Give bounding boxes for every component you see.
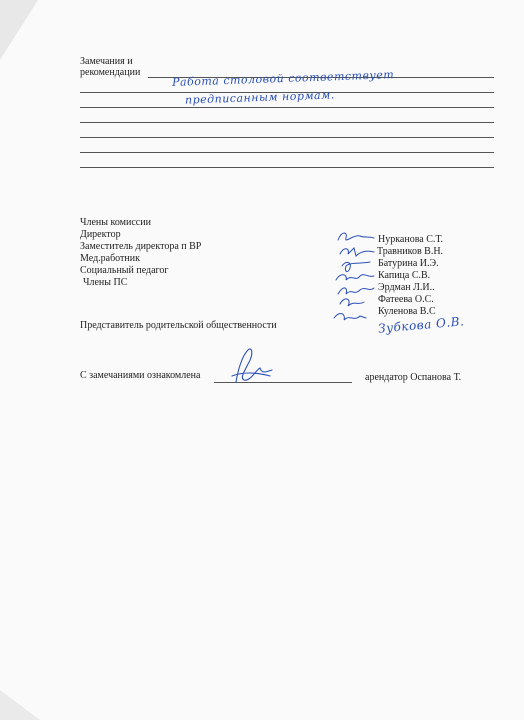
handwritten-remark-line1: Работа столовой соответствует <box>171 68 395 89</box>
remarks-line <box>80 137 494 138</box>
tenant-name: арендатор Оспанова Т. <box>365 372 462 383</box>
scan-corner-shadow <box>0 690 40 720</box>
signature-mark <box>342 262 370 272</box>
handwritten-remark-line2: предписанным нормам. <box>184 88 335 107</box>
remarks-line <box>80 122 494 123</box>
member-name: Батурина И.Э. <box>378 258 439 269</box>
parents-handwritten-name: Зубкова О.В. <box>377 314 465 336</box>
member-name: Нурканова С.Т. <box>378 234 444 245</box>
signature-mark <box>340 248 374 256</box>
member-name: Куленова В.С <box>378 306 436 317</box>
signature-mark <box>236 349 272 382</box>
role-director: Директор <box>80 229 121 240</box>
remarks-label-line2: рекомендации <box>80 67 141 78</box>
member-name: Эрдман Л.И.. <box>378 282 435 293</box>
signature-mark <box>338 288 374 294</box>
role-ps-members: Члены ПС <box>83 277 128 288</box>
role-social-pedagogue: Социальный педагог <box>80 265 169 276</box>
signature-mark <box>340 299 364 306</box>
commission-heading: Члены комиссии <box>80 217 151 228</box>
parents-representative-label: Представитель родительской общественности <box>80 320 277 331</box>
commission-signatures <box>330 226 378 326</box>
signature-mark <box>338 233 374 240</box>
member-name: Фатеева О.С. <box>378 294 434 305</box>
remarks-line <box>80 152 494 153</box>
scan-corner-shadow <box>0 0 38 60</box>
member-name: Травников В.Н. <box>377 246 444 257</box>
member-name: Капица С.В. <box>378 270 431 281</box>
remarks-label-line1: Замечания и <box>80 56 133 67</box>
remarks-line <box>80 107 494 108</box>
signature-mark <box>336 275 374 280</box>
role-deputy-director: Заместитель директора п ВР <box>80 241 202 252</box>
acknowledgement-label: С замечаниями ознакомлена <box>80 370 201 381</box>
remarks-line <box>80 167 494 168</box>
role-medical-worker: Мед.работник <box>80 253 140 264</box>
tenant-signature <box>226 346 276 386</box>
signature-mark <box>334 314 366 320</box>
